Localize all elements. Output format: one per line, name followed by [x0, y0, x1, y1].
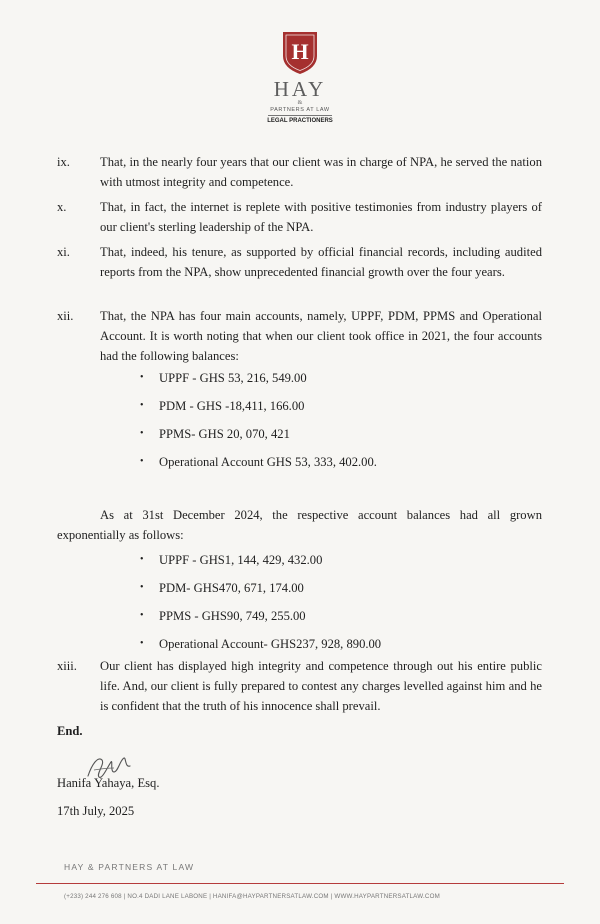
logo-monogram: H [291, 39, 309, 64]
balances-2021-list [140, 368, 377, 480]
firm-tagline: LEGAL PRACTIONERS [267, 118, 333, 124]
letterhead-divider [268, 115, 332, 116]
list-item: • PPMS - GHS90, 749, 255.00 [140, 609, 306, 623]
balances-2024-list [140, 550, 381, 662]
list-item: • Operational Account- GHS237, 928, 890.00 [140, 637, 382, 651]
footer-divider [36, 883, 564, 884]
paragraph-text: That, the NPA has four main accounts, namely, UPPF, PDM, PPMS and Operational Account. It is worth noting that when our client took office in 2021, the four accounts had the following balances: [100, 309, 542, 363]
list-item: • UPPF - GHS1, 144, 429, 432.00 [140, 553, 323, 567]
paragraph-number: xiii. [57, 659, 77, 673]
paragraph-ix [57, 152, 542, 192]
list-item: • UPPF - GHS 53, 216, 549.00 [140, 371, 307, 385]
paragraph-xi [57, 242, 542, 282]
paragraph-xiii [57, 656, 542, 716]
paragraph-number: ix. [57, 155, 70, 169]
firm-subtitle: PARTNERS AT LAW [270, 107, 330, 113]
list-item: • PDM- GHS470, 671, 174.00 [140, 581, 304, 595]
end-label: End. [57, 724, 83, 738]
paragraph-text: That, indeed, his tenure, as supported by official financial records, including audited reports from the NPA, show unprecedented financial growth over the four years. [100, 245, 542, 279]
footer-firm-name: HAY & PARTNERS AT LAW [64, 862, 195, 872]
firm-logo [262, 30, 338, 125]
firm-name: HAY [273, 77, 327, 101]
paragraph-text: That, in fact, the internet is replete with positive testimonies from industry players of our client's sterling leadership of the NPA. [100, 200, 542, 234]
footer-contact-info: (+233) 244 276 608 | NO.4 DADI LANE LABONE | HANIFA@HAYPARTNERSATLAW.COM | WWW.HAYPARTNERSATLAW.COM [64, 893, 440, 900]
paragraph-number: x. [57, 200, 67, 214]
paragraph-text: Our client has displayed high integrity and competence through out his entire public life. And, our client is fully prepared to contest any charges levelled against him and he is confident that the truth of his innocence shall prevail. [100, 659, 542, 713]
list-item: • Operational Account GHS 53, 333, 402.00. [140, 455, 377, 469]
list-item: • PPMS- GHS 20, 070, 421 [140, 427, 290, 441]
paragraph-text: That, in the nearly four years that our client was in charge of NPA, he served the nation with utmost integrity and competence. [100, 155, 542, 189]
paragraph-number: xii. [57, 309, 74, 323]
firm-amp: & [297, 100, 303, 106]
paragraph-x [57, 197, 542, 237]
paragraph-xii [57, 306, 542, 366]
letter-date: 17th July, 2025 [57, 804, 135, 818]
signer-name: Hanifa Yahaya, Esq. [57, 776, 160, 790]
list-item: • PDM - GHS -18,411, 166.00 [140, 399, 305, 413]
paragraph-number: xi. [57, 245, 70, 259]
balances-2024-intro: As at 31st December 2024, the respective account balances had all grown exponentially as follows: [57, 508, 542, 542]
shield-monogram-icon [281, 30, 319, 76]
